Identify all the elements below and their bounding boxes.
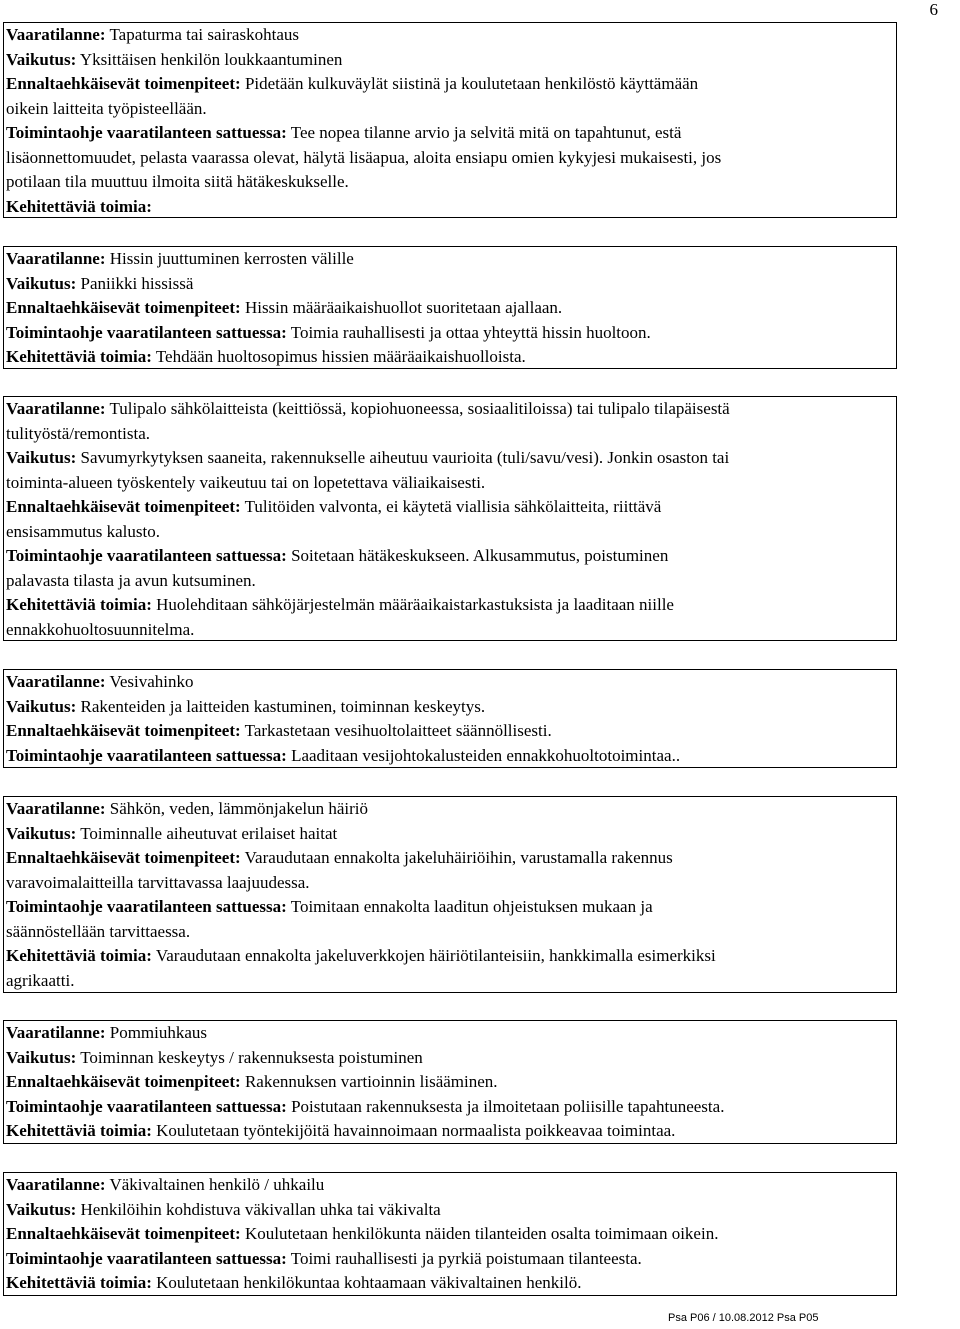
instructions-label: Toimintaohje vaaratilanteen sattuessa: bbox=[6, 1096, 287, 1116]
improvements-text-cont: ennakkohuoltosuunnitelma. bbox=[6, 619, 195, 639]
effect-text: Savumyrkytyksen saaneita, rakennukselle aiheutuu vaurioita (tuli/savu/vesi). Jonkin osaston tai bbox=[80, 448, 730, 467]
instructions-label: Toimintaohje vaaratilanteen sattuessa: bbox=[6, 123, 287, 142]
instructions-text: Toimitaan ennakolta laaditun ohjeistuksen mukaan ja bbox=[290, 897, 653, 916]
instructions-row bbox=[6, 544, 894, 569]
instructions-text: Toimia rauhallisesti ja ottaa yhteyttä hissin huoltoon. bbox=[290, 322, 651, 342]
instructions-label: Toimintaohje vaaratilanteen sattuessa: bbox=[6, 322, 287, 342]
effect-label: Vaikutus: bbox=[6, 448, 77, 467]
hazard-label: Vaaratilanne: bbox=[6, 249, 106, 268]
instructions-label: Toimintaohje vaaratilanteen sattuessa: bbox=[6, 745, 287, 765]
hazard-row bbox=[6, 247, 894, 272]
improvements-label: Kehitettäviä toimia: bbox=[6, 1121, 152, 1140]
improvements-row bbox=[6, 345, 894, 370]
hazard-block-3 bbox=[3, 396, 897, 641]
prevention-label: Ennaltaehkäisevät toimenpiteet: bbox=[6, 848, 241, 867]
effect-text-cont: toiminta-alueen työskentely vaikeutuu tai on lopetettava väliaikaisesti. bbox=[6, 472, 486, 492]
improvements-row bbox=[6, 195, 894, 220]
instructions-row bbox=[6, 321, 894, 346]
effect-row bbox=[6, 1198, 894, 1223]
hazard-label: Vaaratilanne: bbox=[6, 1175, 106, 1194]
prevention-text: Rakennuksen vartioinnin lisääminen. bbox=[244, 1072, 498, 1091]
prevention-text: Tulitöiden valvonta, ei käytetä viallisia sähkölaitteita, riittävä bbox=[244, 497, 662, 516]
instructions-row bbox=[6, 744, 894, 769]
prevention-label: Ennaltaehkäisevät toimenpiteet: bbox=[6, 1072, 241, 1091]
improvements-row bbox=[6, 944, 894, 969]
effect-row bbox=[6, 822, 894, 847]
hazard-block-7 bbox=[3, 1172, 897, 1296]
effect-text: Toiminnan keskeytys / rakennuksesta poistuminen bbox=[80, 1047, 423, 1067]
hazard-text: Sähkön, veden, lämmönjakelun häiriö bbox=[109, 799, 368, 818]
hazard-row bbox=[6, 1021, 894, 1046]
improvements-label: Kehitettäviä toimia: bbox=[6, 946, 152, 965]
improvements-label: Kehitettäviä toimia: bbox=[6, 347, 152, 366]
improvements-label: Kehitettäviä toimia: bbox=[6, 595, 152, 614]
instructions-text: Soitetaan hätäkeskukseen. Alkusammutus, poistuminen bbox=[291, 546, 669, 565]
instructions-row bbox=[6, 1095, 894, 1120]
hazard-row bbox=[6, 670, 894, 695]
improvements-label: Kehitettäviä toimia: bbox=[6, 1273, 152, 1292]
hazard-row bbox=[6, 397, 894, 422]
effect-row bbox=[6, 272, 894, 297]
hazard-text: Tulipalo sähkölaitteista (keittiössä, kopiohuoneessa, sosiaalitiloissa) tai tulipalo tilapäisestä bbox=[109, 399, 730, 418]
improvements-text: Koulutetaan henkilökuntaa kohtaamaan väkivaltainen henkilö. bbox=[156, 1273, 582, 1292]
instructions-text: Poistutaan rakennuksesta ja ilmoitetaan poliisille tapahtuneesta. bbox=[291, 1096, 725, 1116]
prevention-row bbox=[6, 719, 894, 744]
effect-text: Toiminnalle aiheutuvat erilaiset haitat bbox=[80, 823, 338, 843]
hazard-label: Vaaratilanne: bbox=[6, 399, 106, 418]
prevention-row bbox=[6, 846, 894, 871]
effect-label: Vaikutus: bbox=[6, 1199, 77, 1219]
hazard-text-cont: tulityöstä/remontista. bbox=[6, 423, 151, 443]
improvements-text: Koulutetaan työntekijöitä havainnoimaan normaalista poikkeavaa toimintaa. bbox=[156, 1121, 676, 1140]
hazard-label: Vaaratilanne: bbox=[6, 1023, 106, 1042]
effect-text: Rakenteiden ja laitteiden kastuminen, toiminnan keskeytys. bbox=[80, 696, 486, 716]
hazard-block-5 bbox=[3, 796, 897, 993]
instructions-text-cont: potilaan tila muuttuu ilmoita siitä hätäkeskukselle. bbox=[6, 172, 349, 191]
hazard-text: Väkivaltainen henkilö / uhkailu bbox=[109, 1175, 325, 1194]
instructions-text: Tee nopea tilanne arvio ja selvitä mitä on tapahtunut, estä bbox=[290, 123, 682, 142]
hazard-label: Vaaratilanne: bbox=[6, 672, 106, 691]
effect-label: Vaikutus: bbox=[6, 49, 77, 69]
improvements-text: Varaudutaan ennakolta jakeluverkkojen häiriötilanteisiin, hankkimalla esimerkiksi bbox=[155, 946, 716, 965]
improvements-row bbox=[6, 1119, 894, 1144]
prevention-text-cont: ensisammutus kalusto. bbox=[6, 521, 160, 541]
prevention-label: Ennaltaehkäisevät toimenpiteet: bbox=[6, 721, 241, 740]
effect-text: Yksittäisen henkilön loukkaantuminen bbox=[79, 49, 343, 69]
prevention-row bbox=[6, 1222, 894, 1247]
hazard-text: Pommiuhkaus bbox=[109, 1023, 208, 1042]
instructions-label: Toimintaohje vaaratilanteen sattuessa: bbox=[6, 1248, 287, 1268]
effect-text: Henkilöihin kohdistuva väkivallan uhka tai väkivalta bbox=[80, 1199, 441, 1219]
instructions-row bbox=[6, 121, 894, 146]
effect-row bbox=[6, 446, 894, 471]
effect-label: Vaikutus: bbox=[6, 696, 77, 716]
effect-label: Vaikutus: bbox=[6, 1047, 77, 1067]
prevention-text: Hissin määräaikaishuollot suoritetaan ajallaan. bbox=[244, 298, 563, 317]
hazard-label: Vaaratilanne: bbox=[6, 799, 106, 818]
hazard-row bbox=[6, 23, 894, 48]
prevention-row bbox=[6, 296, 894, 321]
hazard-text: Tapaturma tai sairaskohtaus bbox=[109, 25, 299, 44]
prevention-row bbox=[6, 1070, 894, 1095]
effect-text: Paniikki hississä bbox=[80, 273, 194, 293]
prevention-label: Ennaltaehkäisevät toimenpiteet: bbox=[6, 298, 241, 317]
effect-label: Vaikutus: bbox=[6, 273, 77, 293]
prevention-row bbox=[6, 495, 894, 520]
hazard-row bbox=[6, 1173, 894, 1198]
improvements-label: Kehitettäviä toimia: bbox=[6, 196, 152, 216]
effect-row bbox=[6, 695, 894, 720]
hazard-block-4 bbox=[3, 669, 897, 768]
improvements-text: Huolehditaan sähköjärjestelmän määräaikaistarkastuksista ja laaditaan niille bbox=[156, 595, 674, 614]
prevention-label: Ennaltaehkäisevät toimenpiteet: bbox=[6, 497, 241, 516]
improvements-row bbox=[6, 593, 894, 618]
improvements-text: Tehdään huoltosopimus hissien määräaikaishuolloista. bbox=[155, 347, 526, 366]
instructions-row bbox=[6, 1247, 894, 1272]
instructions-text-cont: lisäonnettomuudet, pelasta vaarassa olevat, hälytä lisäapua, aloita ensiapu omien kykyjesi mukaisesti, jos bbox=[6, 147, 722, 167]
instructions-text-cont: säännöstellään tarvittaessa. bbox=[6, 921, 191, 941]
hazard-label: Vaaratilanne: bbox=[6, 25, 106, 44]
instructions-label: Toimintaohje vaaratilanteen sattuessa: bbox=[6, 897, 287, 916]
prevention-text: Tarkastetaan vesihuoltolaitteet säännöllisesti. bbox=[244, 721, 552, 740]
improvements-text-cont: agrikaatti. bbox=[6, 970, 75, 990]
hazard-row bbox=[6, 797, 894, 822]
prevention-text-cont: varavoimalaitteilla tarvittavassa laajuudessa. bbox=[6, 872, 310, 892]
hazard-text: Vesivahinko bbox=[109, 672, 194, 691]
page-number: 6 bbox=[929, 0, 938, 19]
prevention-label: Ennaltaehkäisevät toimenpiteet: bbox=[6, 74, 241, 93]
hazard-block-2 bbox=[3, 246, 897, 369]
prevention-text: Pidetään kulkuväylät siistinä ja koulutetaan henkilöstö käyttämään bbox=[244, 74, 699, 93]
prevention-text-cont: oikein laitteita työpisteellään. bbox=[6, 98, 207, 118]
instructions-row bbox=[6, 895, 894, 920]
instructions-label: Toimintaohje vaaratilanteen sattuessa: bbox=[6, 546, 287, 565]
prevention-label: Ennaltaehkäisevät toimenpiteet: bbox=[6, 1224, 241, 1243]
instructions-text-cont: palavasta tilasta ja avun kutsuminen. bbox=[6, 570, 256, 590]
footer-doc-id: Psa P06 / 10.08.2012 Psa P05 bbox=[668, 1312, 819, 1324]
prevention-row bbox=[6, 72, 894, 97]
prevention-text: Koulutetaan henkilökunta näiden tilanteiden osalta toimimaan oikein. bbox=[244, 1224, 719, 1243]
hazard-text: Hissin juuttuminen kerrosten välille bbox=[109, 249, 354, 268]
hazard-block-1 bbox=[3, 22, 897, 218]
effect-row bbox=[6, 1046, 894, 1071]
prevention-text: Varaudutaan ennakolta jakeluhäiriöihin, varustamalla rakennus bbox=[244, 848, 673, 867]
hazard-block-6 bbox=[3, 1020, 897, 1144]
effect-row bbox=[6, 48, 894, 73]
instructions-text: Toimi rauhallisesti ja pyrkiä poistumaan tilanteesta. bbox=[290, 1248, 642, 1268]
instructions-text: Laaditaan vesijohtokalusteiden ennakkohuoltotoimintaa.. bbox=[291, 745, 681, 765]
improvements-row bbox=[6, 1271, 894, 1296]
effect-label: Vaikutus: bbox=[6, 823, 77, 843]
